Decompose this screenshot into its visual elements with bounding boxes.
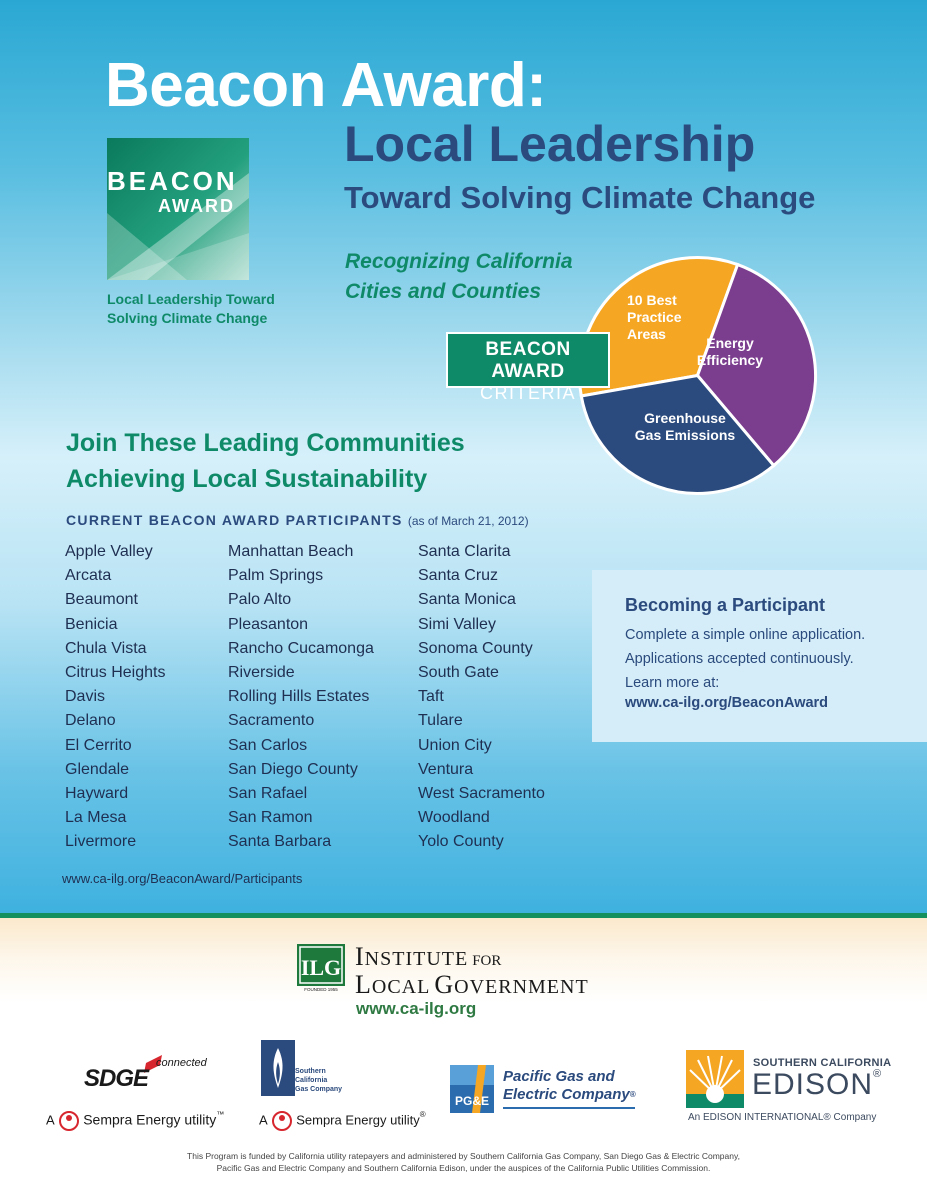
ilg-name-for: FOR [472, 953, 502, 969]
pge-name-line: Pacific Gas and [503, 1068, 615, 1085]
ilg-name-word: OCAL [371, 976, 431, 998]
sdge-wordmark: SDGE [84, 1065, 149, 1092]
ilg-name-initial: G [434, 970, 455, 999]
becoming-participant-box [592, 570, 927, 742]
participant-item: Santa Clarita [418, 543, 511, 560]
participant-item: Glendale [65, 760, 130, 778]
pie-slice-label-line: Gas Emissions [634, 427, 736, 443]
page-title: Beacon Award: [105, 51, 547, 120]
pie-slice-label-line: Efficiency [696, 352, 764, 368]
participant-item: South Gate [418, 664, 499, 682]
ilg-name-initial: L [355, 970, 372, 999]
participant-item: Pleasanton [228, 615, 309, 633]
pie-slice-label-line: Areas [627, 326, 666, 342]
participants-column-1 [65, 540, 165, 855]
ilg-name [355, 942, 589, 1001]
pge-reg: ® [629, 1090, 636, 1099]
sempra-reg: ® [419, 1110, 426, 1119]
criteria-pie [575, 253, 820, 498]
ilg-link[interactable]: www.ca-ilg.org [356, 999, 477, 1018]
participant-item: Taft [418, 688, 444, 706]
participant-item: Sonoma County [418, 639, 533, 657]
criteria-badge-subtitle: CRITERIA [479, 383, 576, 403]
pge-badge-icon [450, 1065, 494, 1113]
pge-badge-text: PG&E [454, 1094, 490, 1108]
ilg-founded: FOUNDED 1955 [304, 987, 338, 992]
participants-column-3 [418, 540, 545, 855]
socalgas-name-line: California [295, 1077, 328, 1084]
edison-reg: ® [873, 1068, 883, 1080]
participant-item: Benicia [65, 615, 118, 633]
pie-slice-label-line: Greenhouse [644, 410, 726, 426]
edison-sun-icon [686, 1050, 744, 1108]
pge-name [503, 1068, 636, 1104]
participants-heading-text: CURRENT BEACON AWARD PARTICIPANTS [66, 512, 403, 528]
participants-link[interactable]: www.ca-ilg.org/BeaconAward/Participants [62, 871, 303, 886]
logo-caption-line: Solving Climate Change [107, 310, 268, 326]
edison-top-text: SOUTHERN CALIFORNIA [753, 1057, 892, 1069]
page-subtitle: Local Leadership [344, 116, 756, 172]
participants-heading [66, 512, 529, 528]
join-line: Achieving Local Sustainability [66, 465, 428, 493]
becoming-line: Applications accepted continuously. [625, 651, 854, 667]
ilg-logo-icon [297, 944, 345, 992]
ilg-name-word: OVERNMENT [454, 976, 589, 998]
participant-item: Sacramento [228, 712, 315, 730]
sempra-icon [58, 1110, 80, 1132]
pie-slice-label-line: 10 Best [627, 292, 677, 308]
becoming-line: Complete a simple online application. [625, 627, 866, 643]
socalgas-name [295, 1067, 342, 1094]
participant-item: Delano [65, 712, 116, 730]
sempra-prefix: A [259, 1112, 267, 1128]
participant-item: Apple Valley [65, 543, 153, 560]
becoming-link[interactable]: www.ca-ilg.org/BeaconAward [625, 695, 829, 711]
participant-item: Santa Barbara [228, 833, 332, 851]
funding-line: This Program is funded by California utility ratepayers and administered by Southern California Gas Company, San Diego Gas & Electric Company, [187, 1151, 740, 1161]
logo-caption-line: Local Leadership Toward [107, 291, 275, 307]
socalgas-sempra-line [259, 1110, 426, 1132]
participant-item: Santa Monica [418, 591, 516, 609]
ilg-logo-text: ILG [300, 955, 342, 980]
participant-item: Ventura [418, 760, 474, 778]
edison-wordmark [752, 1068, 882, 1102]
sempra-text: Sempra Energy utility [83, 1111, 217, 1128]
ilg-name-initial: I [355, 942, 365, 971]
funding-notice [0, 1150, 927, 1174]
participant-item: Beaumont [65, 591, 138, 609]
join-line: Join These Leading Communities [66, 429, 465, 457]
pge-name-line: Electric Company [503, 1086, 630, 1103]
socalgas-logo [259, 1040, 429, 1135]
participant-item: Davis [65, 688, 106, 706]
pge-logo [450, 1063, 640, 1113]
logo-caption [107, 290, 275, 328]
sempra-text: Sempra Energy utility [296, 1112, 420, 1128]
recognizing-line: Cities and Counties [345, 280, 542, 303]
criteria-badge [446, 332, 610, 403]
participant-item: San Carlos [228, 736, 308, 754]
participants-column-2 [228, 540, 374, 855]
participant-item: San Ramon [228, 809, 313, 827]
logo-word-award: AWARD [158, 196, 235, 216]
participant-item: Santa Cruz [418, 567, 499, 585]
page-tagline: Toward Solving Climate Change [344, 180, 816, 215]
socalgas-name-line: Southern [295, 1068, 326, 1075]
participant-item: El Cerrito [65, 736, 132, 754]
sempra-prefix: A [46, 1112, 54, 1128]
participant-item: Rolling Hills Estates [228, 688, 370, 706]
becoming-body [625, 623, 865, 695]
participant-item: Tulare [418, 712, 463, 730]
sdge-connected: connected [156, 1057, 207, 1069]
socalgas-flame-icon [261, 1040, 295, 1096]
participant-item: La Mesa [65, 809, 127, 827]
socalgas-name-line: Gas Company [295, 1086, 343, 1093]
pie-slice-label-line: Energy [706, 335, 754, 351]
pie-slice-label [635, 410, 736, 443]
recognizing-line: Recognizing California [345, 250, 573, 273]
becoming-title: Becoming a Participant [625, 595, 826, 615]
participant-item: Livermore [65, 833, 137, 851]
edison-subtitle: An EDISON INTERNATIONAL® Company [688, 1112, 877, 1123]
participant-item: Riverside [228, 664, 295, 682]
sdge-sempra-line [46, 1110, 224, 1132]
participant-item: Citrus Heights [65, 664, 166, 682]
participant-item: San Diego County [228, 760, 358, 778]
participant-item: Chula Vista [65, 639, 147, 657]
participant-item: Arcata [65, 567, 112, 585]
pie-slice-label-line: Practice [627, 309, 682, 325]
participant-item: Simi Valley [418, 615, 496, 633]
participant-item: Woodland [418, 809, 490, 827]
logo-word-beacon: BEACON [107, 166, 238, 196]
criteria-badge-title: BEACON AWARD [485, 339, 571, 382]
recognizing-text [345, 247, 573, 307]
sdge-logo [46, 1055, 225, 1135]
join-heading [66, 425, 465, 497]
funding-line: Pacific Gas and Electric Company and Southern California Edison, under the auspices of the California Public Utilities Commission. [216, 1163, 711, 1173]
participant-item: Hayward [65, 785, 129, 803]
participant-item: Yolo County [418, 833, 504, 851]
participants-as-of: (as of March 21, 2012) [407, 514, 529, 528]
participant-item: San Rafael [228, 785, 308, 803]
participant-item: Palo Alto [228, 591, 292, 609]
edison-main-text: EDISON [752, 1068, 874, 1101]
edison-logo [686, 1050, 896, 1130]
participant-item: West Sacramento [418, 785, 545, 803]
beacon-award-logo [107, 138, 249, 280]
pie-slice-label [697, 335, 763, 368]
becoming-line: Learn more at: [625, 675, 720, 691]
sempra-tm: ™ [216, 1110, 225, 1119]
participant-item: Palm Springs [228, 567, 324, 585]
participant-item: Union City [418, 736, 492, 754]
participant-item: Rancho Cucamonga [228, 639, 374, 657]
ilg-name-word: NSTITUTE [364, 948, 469, 970]
pge-underline [503, 1107, 635, 1109]
sempra-icon [271, 1110, 293, 1132]
participant-item: Manhattan Beach [228, 543, 354, 560]
